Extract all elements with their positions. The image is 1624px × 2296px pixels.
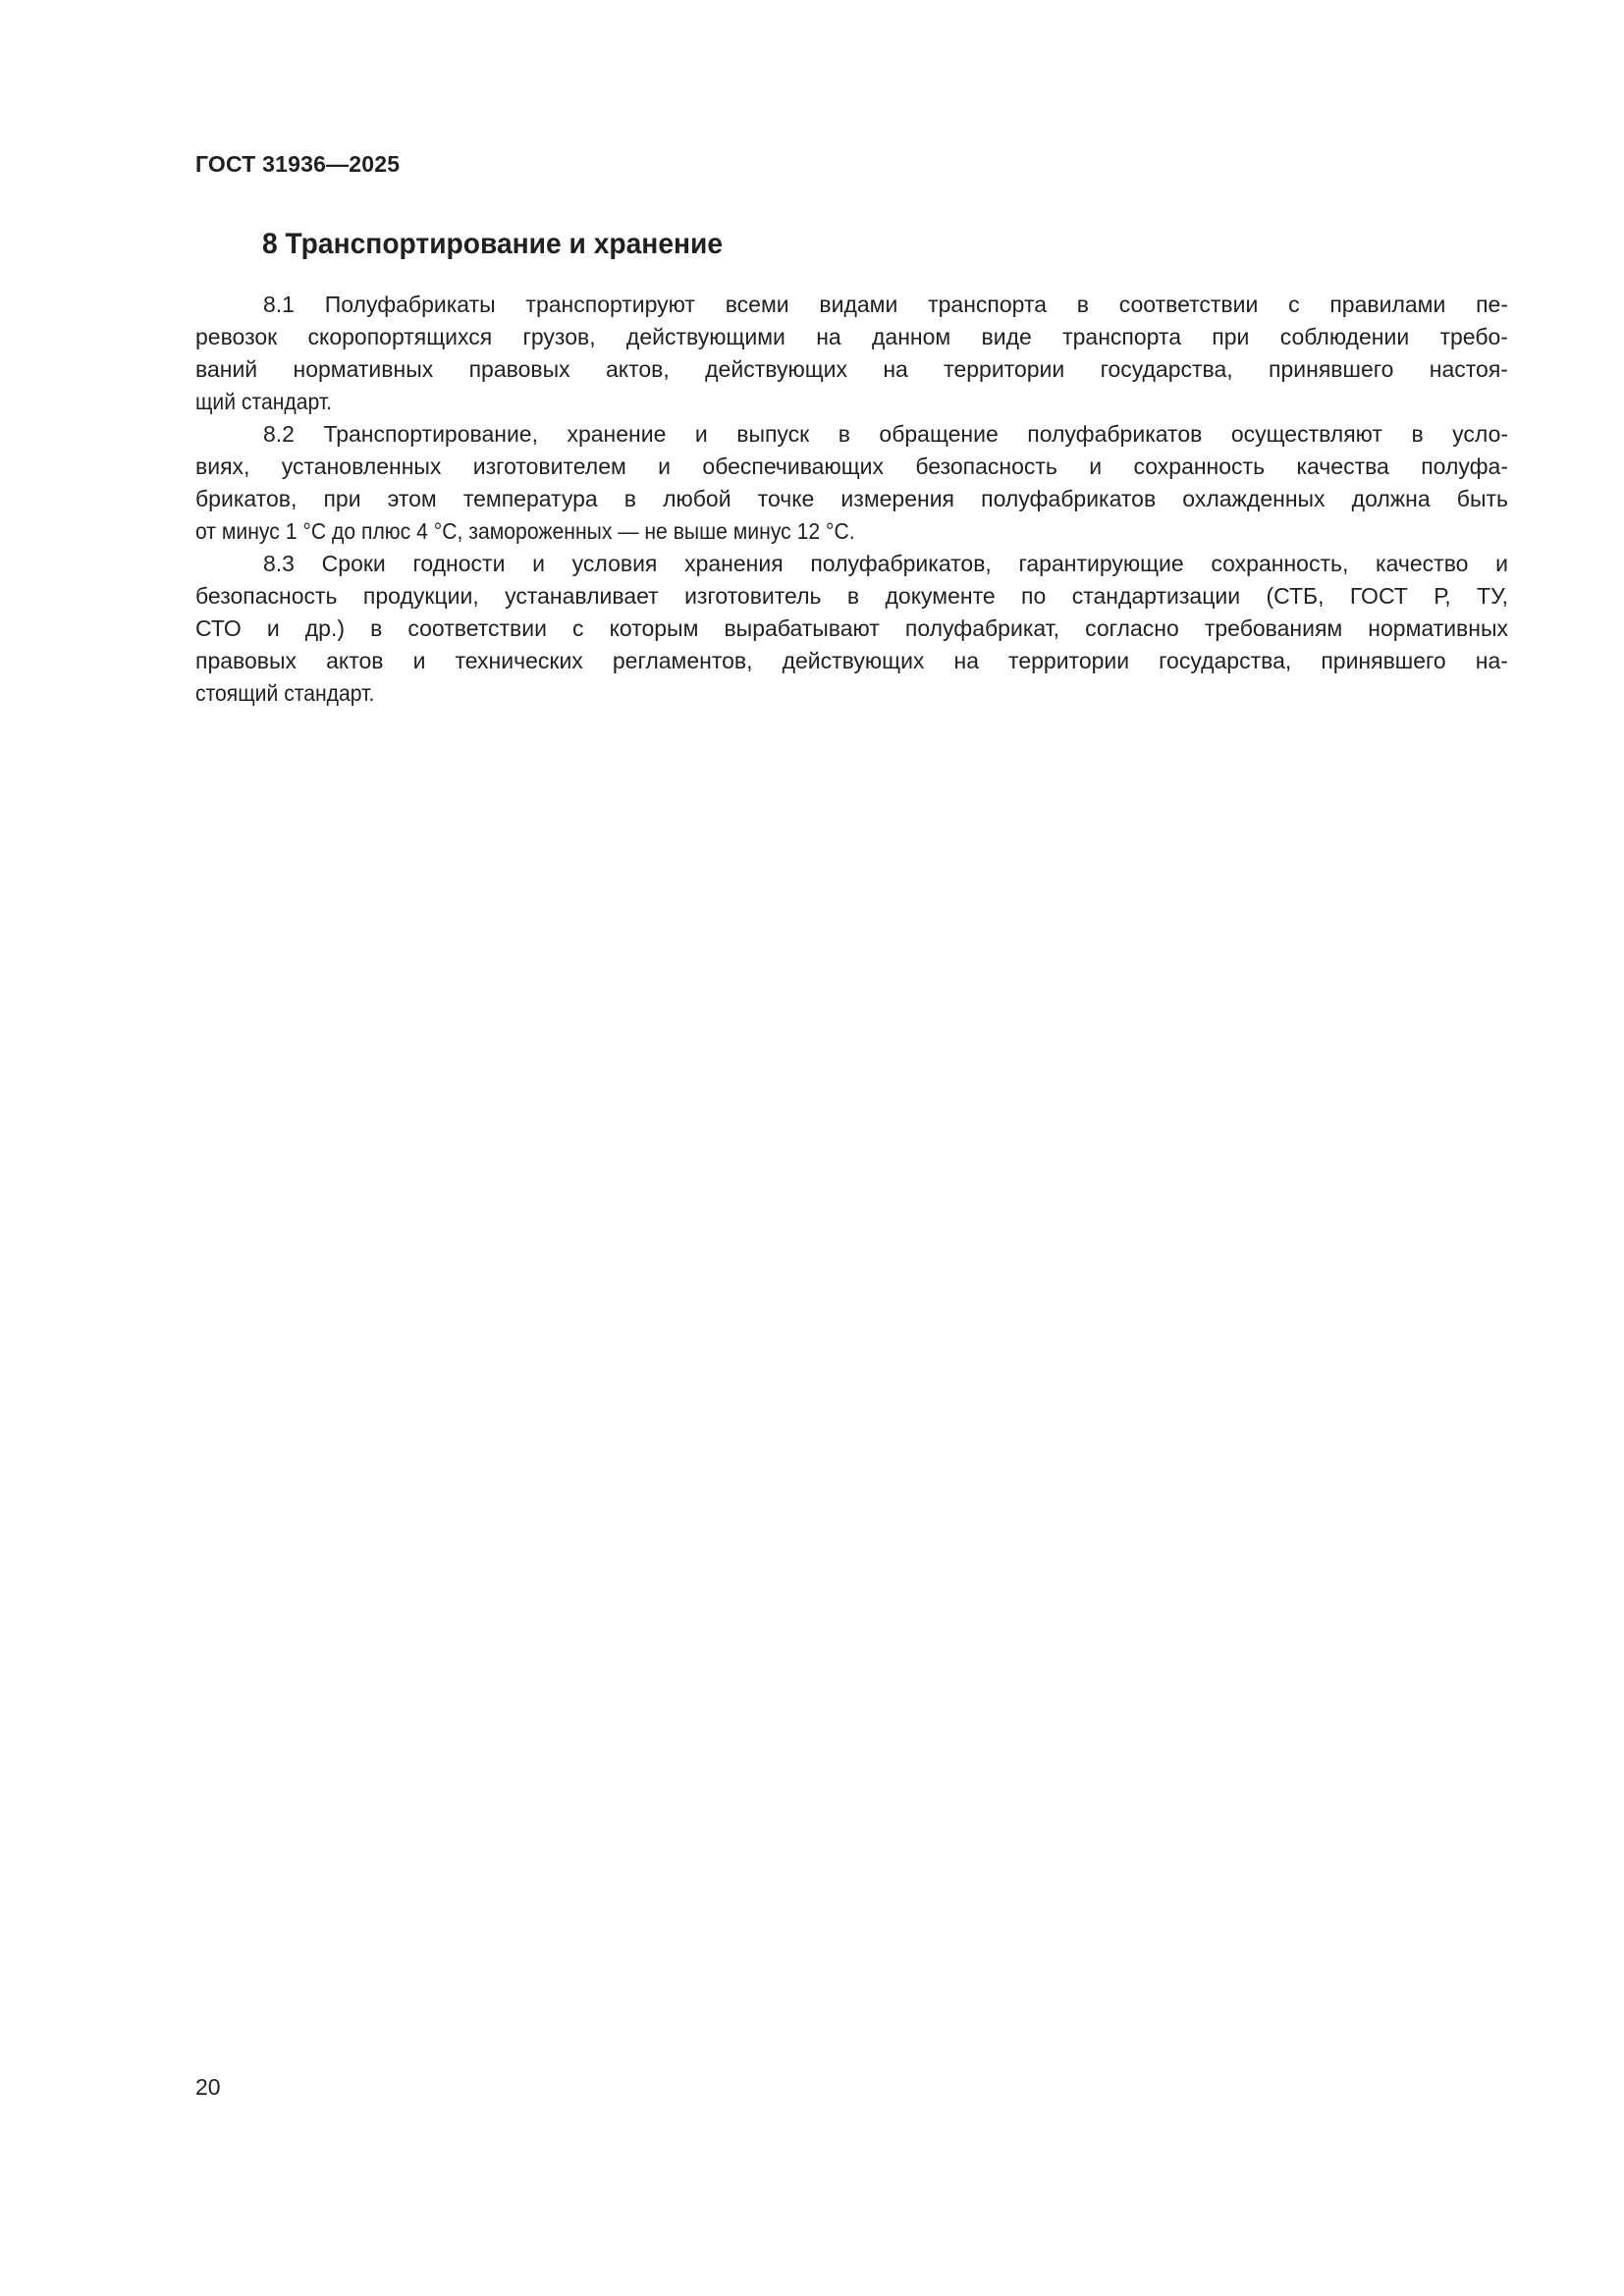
paragraph-line: щий стандарт. xyxy=(195,389,333,414)
document-header-id: ГОСТ 31936—2025 xyxy=(195,151,401,177)
paragraph-line: стоящий стандарт. xyxy=(195,680,375,706)
paragraph-line: ревозок скоропортящихся грузов, действующими на данном виде транспорта при соблюдении требо- xyxy=(195,324,1508,349)
paragraph-line: виях, установленных изготовителем и обеспечивающих безопасность и сохранность качества полуфа- xyxy=(195,454,1509,479)
section-title: 8 Транспортирование и хранение xyxy=(262,228,724,260)
paragraph-line: безопасность продукции, устанавливает изготовитель в документе по стандартизации (СТБ, ГОСТ Р, ТУ, xyxy=(195,583,1509,609)
page-number: 20 xyxy=(195,2074,221,2100)
paragraph-line: правовых актов и технических регламентов, действующих на территории государства, принявшего на- xyxy=(195,648,1508,673)
paragraph-line: от минус 1 °С до плюс 4 °С, замороженных — не выше минус 12 °С. xyxy=(195,518,855,544)
paragraph-line: 8.2 Транспортирование, хранение и выпуск в обращение полуфабрикатов осуществляют в усло- xyxy=(263,421,1509,447)
paragraph-line: брикатов, при этом температура в любой точке измерения полуфабрикатов охлажденных должна быть xyxy=(195,486,1508,511)
section-body xyxy=(195,289,1508,710)
paragraph-8-2 xyxy=(195,418,1508,548)
paragraph-line: СТО и др.) в соответствии с которым вырабатывают полуфабрикат, согласно требованиям нормативных xyxy=(195,615,1509,641)
paragraph-8-1 xyxy=(195,289,1508,418)
paragraph-8-3 xyxy=(195,548,1508,710)
paragraph-line: 8.3 Сроки годности и условия хранения полуфабрикатов, гарантирующие сохранность, качество и xyxy=(263,551,1508,576)
paragraph-line: 8.1 Полуфабрикаты транспортируют всеми видами транспорта в соответствии с правилами пе- xyxy=(263,292,1508,317)
paragraph-line: ваний нормативных правовых актов, действующих на территории государства, принявшего настоя- xyxy=(195,356,1508,382)
